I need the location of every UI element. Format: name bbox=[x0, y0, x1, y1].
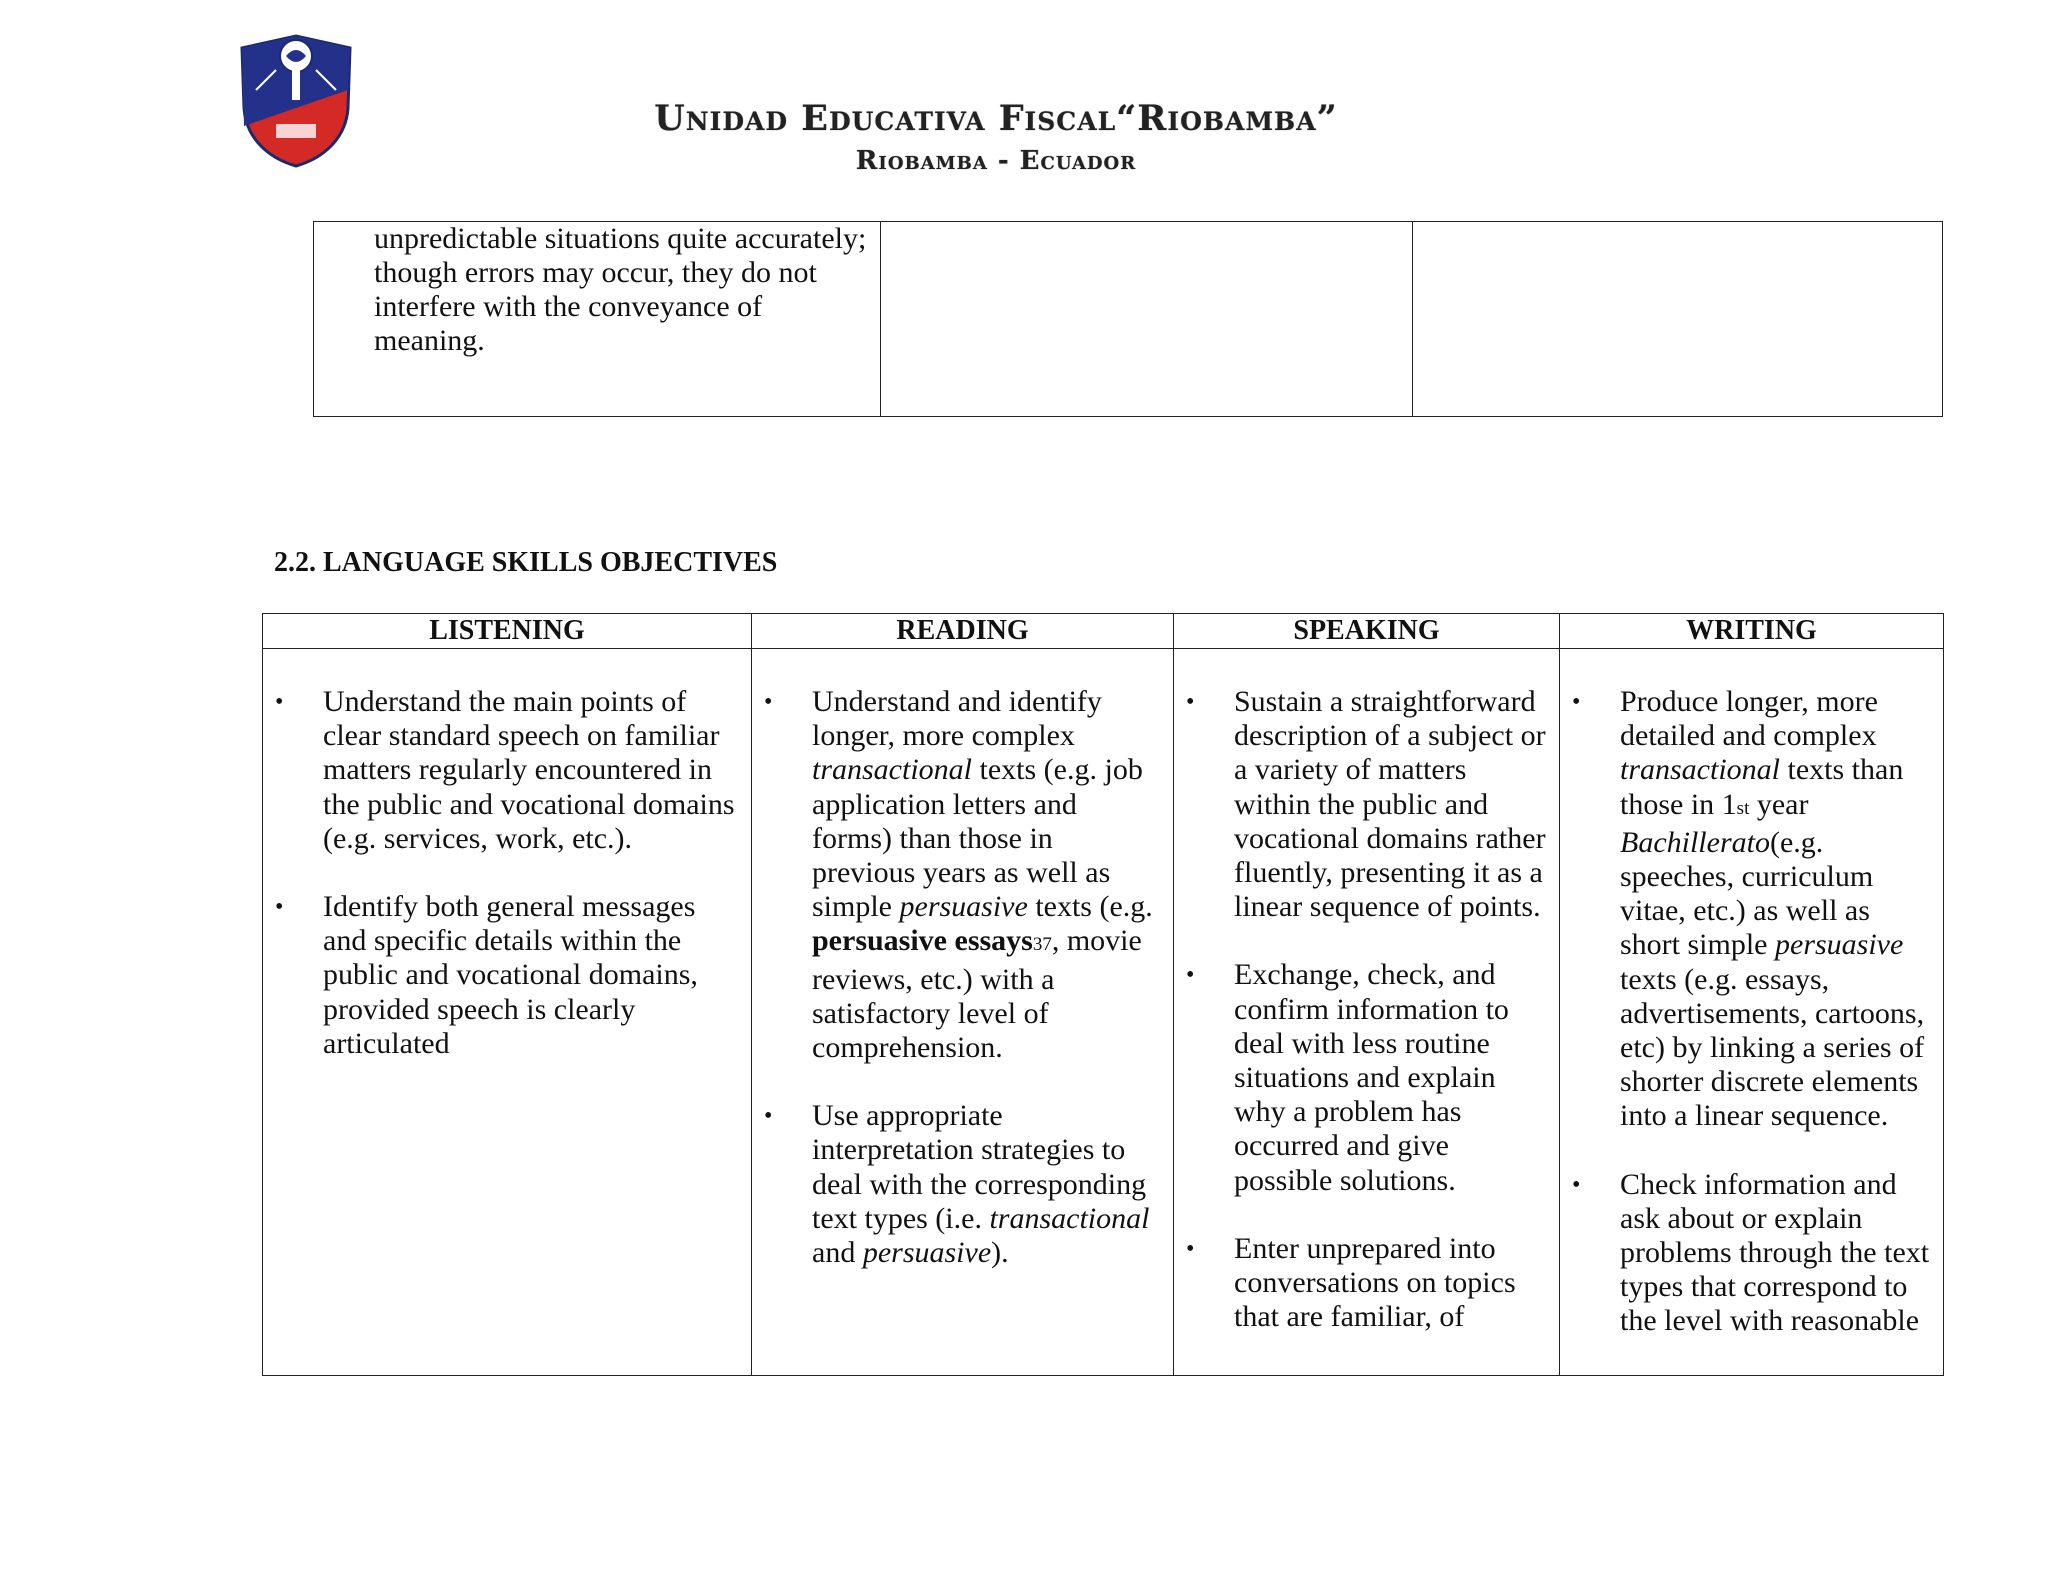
language-skills-table bbox=[262, 613, 1944, 1376]
writing-objective: • Produce longer, more detailed and complex transactional texts than those in 1st year Bachillerato(e.g. speeches, curriculum vitae, etc.) as well as short simple persuasive texts (e.g. essays, advertisements, cartoons, etc) by linking a series of shorter discrete elements into a linear sequence. bbox=[1560, 685, 1943, 1134]
continuation-text: unpredictable situations quite accurately; though errors may occur, they do not interfere with the conveyance of meaning. bbox=[374, 222, 867, 357]
continuation-cell-2 bbox=[881, 222, 1413, 417]
header-speaking: SPEAKING bbox=[1174, 614, 1560, 649]
skills-body-row bbox=[263, 649, 1944, 1376]
speaking-objective: • Enter unprepared into conversations on topics that are familiar, of bbox=[1174, 1232, 1559, 1335]
reading-list bbox=[752, 685, 1173, 1270]
speaking-objective: • Sustain a straightforward description of a subject or a variety of matters within the public and vocational domains rather fluently, presenting it as a linear sequence of points. bbox=[1174, 685, 1559, 924]
reading-cell bbox=[752, 649, 1174, 1376]
section-title: 2.2. LANGUAGE SKILLS OBJECTIVES bbox=[274, 547, 778, 578]
reading-objective: • Use appropriate interpretation strategies to deal with the corresponding text types (i.e. transactional and persuasive). bbox=[752, 1099, 1173, 1270]
speaking-list bbox=[1174, 685, 1559, 1334]
continuation-cell-3 bbox=[1413, 222, 1943, 417]
header-listening: LISTENING bbox=[263, 614, 752, 649]
writing-list bbox=[1560, 685, 1943, 1337]
school-name: Unidad Educativa Fiscal“Riobamba” bbox=[654, 98, 1338, 139]
school-city: Riobamba - Ecuador bbox=[855, 146, 1137, 176]
header-reading: READING bbox=[752, 614, 1174, 649]
listening-list bbox=[263, 685, 751, 1061]
continuation-cell-1 bbox=[314, 222, 881, 417]
speaking-cell bbox=[1174, 649, 1560, 1376]
header-writing: WRITING bbox=[1560, 614, 1944, 649]
continuation-table bbox=[313, 221, 1943, 417]
skills-header-row bbox=[263, 614, 1944, 649]
writing-objective: • Check information and ask about or explain problems through the text types that correspond to the level with reasonable bbox=[1560, 1168, 1943, 1337]
speaking-objective: • Exchange, check, and confirm information to deal with less routine situations and explain why a problem has occurred and give possible solutions. bbox=[1174, 958, 1559, 1197]
listening-cell bbox=[263, 649, 752, 1376]
reading-objective: • Understand and identify longer, more complex transactional texts (e.g. job application letters and forms) than those in previous years as well as simple persuasive texts (e.g. persuasive essays37, movie reviews, etc.) with a satisfactory level of comprehension. bbox=[752, 685, 1173, 1065]
writing-cell bbox=[1560, 649, 1944, 1376]
footnote-ref: 37 bbox=[1032, 934, 1052, 956]
listening-objective: • Identify both general messages and specific details within the public and vocational domains, provided speech is clearly articulated bbox=[263, 890, 751, 1061]
listening-objective: • Understand the main points of clear standard speech on familiar matters regularly encountered in the public and vocational domains (e.g. services, work, etc.). bbox=[263, 685, 751, 856]
